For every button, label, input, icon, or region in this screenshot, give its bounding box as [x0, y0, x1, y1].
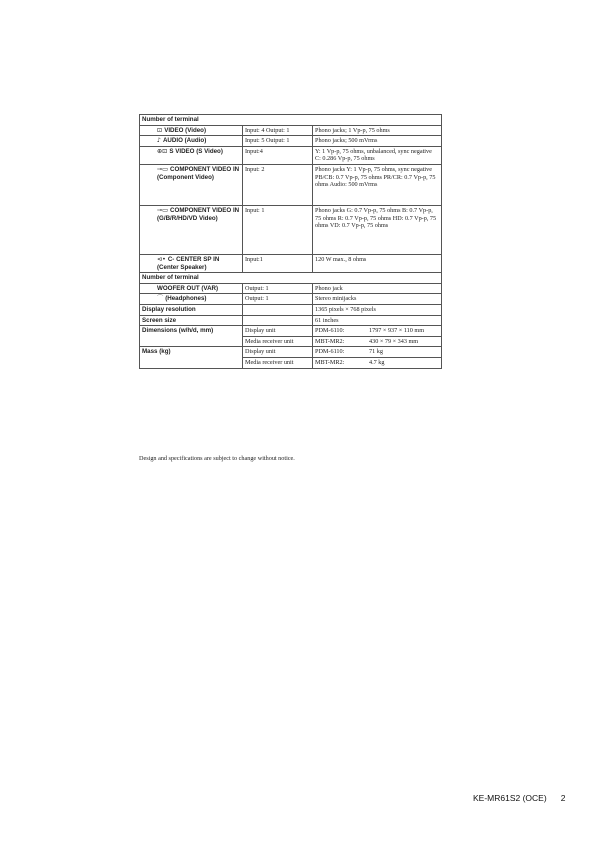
row-label: COMPONENT VIDEO IN (Component Video) — [157, 165, 240, 181]
row-value: Phono jacks; 500 mVrms — [313, 136, 442, 147]
s-video-icon: ⊕⊡ — [157, 147, 168, 155]
row-unit: Display unit — [243, 326, 313, 337]
row-model: PDM-6110: — [313, 347, 368, 358]
row-io: Output: 1 — [243, 283, 313, 294]
row-label: C- CENTER SP IN (Center Speaker) — [157, 255, 220, 271]
row-value: Phono jack — [313, 283, 442, 294]
row-unit: Media receiver unit — [243, 357, 313, 368]
table-row — [140, 125, 442, 136]
row-value: 120 W max., 8 ohms — [313, 254, 442, 272]
row-model: PDM-6110: — [313, 326, 368, 337]
page-number: 2 — [560, 793, 566, 803]
row-label: COMPONENT VIDEO IN (G/B/R/HD/VD Video) — [157, 206, 240, 222]
row-label: VIDEO (Video) — [164, 126, 207, 134]
row-value: 71 kg — [367, 347, 442, 358]
row-io: Input: 1 — [243, 205, 313, 254]
row-value: Phono jacks G: 0.7 Vp-p, 75 ohms B: 0.7 Vp-p, 75 ohms R: 0.7 Vp-p, 75 ohms HD: 0.7 Vp-p, 75 ohms VD: 0.7 Vp-p, 75 ohms — [313, 205, 442, 254]
component-icon: ⊸▭ — [157, 206, 169, 214]
table-row — [140, 315, 442, 326]
row-io: Input: 4 Output: 1 — [243, 125, 313, 136]
table-row — [140, 164, 442, 205]
row-value: Y: 1 Vp-p, 75 ohms, unbalanced, sync negative C: 0.286 Vp-p, 75 ohms — [313, 146, 442, 164]
model-number: KE-MR61S2 (OCE) — [473, 793, 547, 803]
row-unit: Display unit — [243, 347, 313, 358]
row-io: Input:1 — [243, 254, 313, 272]
row-unit: Media receiver unit — [243, 336, 313, 347]
row-value: Stereo minijacks — [313, 294, 442, 305]
row-label: S VIDEO (S Video) — [169, 147, 223, 155]
row-value: Phono jacks; 1 Vp-p, 75 ohms — [313, 125, 442, 136]
row-value: 4.7 kg — [367, 357, 442, 368]
table-row — [140, 205, 442, 254]
music-note-icon: ♪ — [157, 137, 161, 145]
table-row — [140, 136, 442, 147]
row-value: Phono jacks Y: 1 Vp-p, 75 ohms, sync negative PB/CB: 0.7 Vp-p, 75 ohms PR/CR: 0.7 Vp-p, 75 ohms Audio: 500 mVrms — [313, 164, 442, 205]
row-model: MBT-MR2: — [313, 357, 368, 368]
spec-table — [139, 114, 442, 369]
table-row — [140, 254, 442, 272]
row-io: Input: 5 Output: 1 — [243, 136, 313, 147]
component-icon: ⊸▭ — [157, 165, 169, 173]
row-io: Input: 2 — [243, 164, 313, 205]
row-value: 1365 pixels × 768 pixels — [313, 304, 442, 315]
disclaimer-note: Design and specifications are subject to change without notice. — [139, 455, 295, 462]
row-label: Dimensions (w/h/d, mm) — [140, 326, 243, 347]
row-io: Input:4 — [243, 146, 313, 164]
table-row — [140, 146, 442, 164]
row-label: Display resolution — [140, 304, 243, 315]
row-label: AUDIO (Audio) — [162, 137, 207, 145]
table-row — [140, 326, 442, 337]
table-row — [140, 294, 442, 305]
row-label: Screen size — [140, 315, 243, 326]
row-model: MBT-MR2: — [313, 336, 368, 347]
table-row — [140, 304, 442, 315]
row-label: Mass (kg) — [140, 347, 243, 368]
table-row — [140, 273, 442, 284]
page-footer — [473, 793, 565, 803]
table-row — [140, 347, 442, 358]
row-label: WOOFER OUT (VAR) — [140, 283, 243, 294]
row-io: Output: 1 — [243, 294, 313, 305]
section-heading: Number of terminal — [140, 115, 442, 126]
row-value: 430 × 79 × 343 mm — [367, 336, 442, 347]
speaker-icon: ⊲• — [157, 255, 166, 263]
video-icon: ⊡ — [157, 126, 163, 134]
row-label: (Headphones) — [165, 295, 207, 303]
row-value: 61 inches — [313, 315, 442, 326]
headphones-icon: ⌒ — [157, 295, 164, 303]
table-row — [140, 115, 442, 126]
section-heading: Number of terminal — [140, 273, 442, 284]
row-value: 1797 × 937 × 110 mm — [367, 326, 442, 337]
table-row — [140, 283, 442, 294]
